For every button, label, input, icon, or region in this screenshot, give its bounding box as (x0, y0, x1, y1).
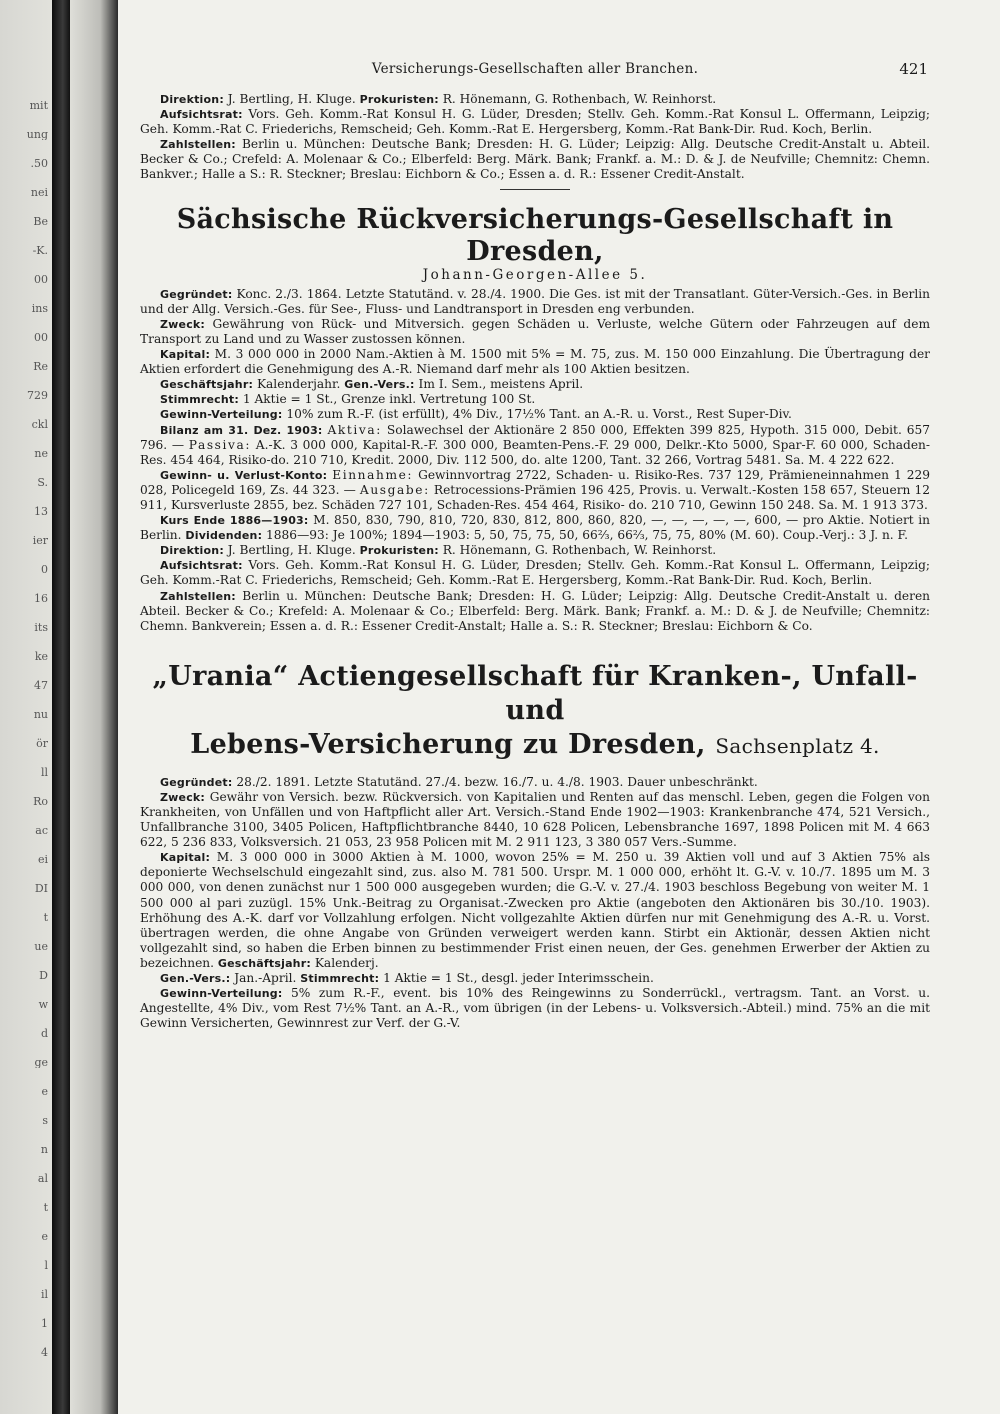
left-page-fragment: its (34, 622, 48, 633)
left-page-fragment: ll (40, 767, 48, 778)
left-page-fragment: DI (34, 883, 48, 894)
zahlstellen: Zahlstellen: Berlin u. München: Deutsche Bank; Dresden: H. G. Lüder; Leipzig: Allg. Deutsche Credit-Anstalt u. deren Abteil. Becker & Co.; Krefeld: A. Molenaar & Co.; Elberfeld: Berg. Märk. Bank; Frankf. a. M.: D. & J. de Neufville; Chemnitz: Chemn. Bankverein; Essen a. d. R.: Essener Credit-Anstalt; Halle a. S.: R. Steckner; Breslau: Eichborn & Co. (140, 588, 931, 633)
left-page-fragment: al (37, 1173, 48, 1184)
left-page-fragment: ge (34, 1057, 48, 1068)
left-page-fragment: Ro (33, 796, 48, 807)
stimmrecht: Stimmrecht: 1 Aktie = 1 St., Grenze inkl. Vertretung 100 St. (160, 392, 536, 407)
gewinn-verlust-konto: Gewinn- u. Verlust-Konto: Einnahme: Gewinnvortrag 2722, Schaden- u. Risiko-Res. 737 129, Prämieneinnahmen 1 229 028, Policegeld 169, Zs. 44 323. — Ausgabe: Retrocessions-Prämien 196 425, Provis. u. Verwalt.-Kosten 158 657, Steuern 12 911, Kursverluste 2855, bez. Schäden 727 101, Schaden-Res. 454 464, Risiko- do. 210 710, Gewinn 150 248. Sa. M. 1 913 373. (140, 467, 931, 512)
bilanz: Bilanz am 31. Dez. 1903: Aktiva: Solawechsel der Aktionäre 2 850 000, Effekten 399 825, Hypoth. 315 000, Debit. 657 796. — Passiva: A.-K. 3 000 000, Kapital-R.-F. 300 000, Beamten-Pens.-F. 29 000, Delkr.-Kto 5000, Spar-F. 60 000, Schaden-Res. 454 464, Risiko-do. 210 710, Kredit. 2000, Div. 112 500, do. alte 1200, Tant. 32 266, Vortrag 5481. Sa. M. 4 222 622. (140, 422, 931, 467)
gegruendet: Gegründet: Konc. 2./3. 1864. Letzte Statutänd. v. 28./4. 1900. Die Ges. ist mit der Transatlant. Güter-Versich.-Ges. in Berlin und der Allg. Versich.-Ges. für See-, Fluss- und Landtransport in Dresden eng verbunden. (140, 286, 931, 316)
left-page-fragment: il (40, 1289, 48, 1300)
left-page-fragment: 1 (41, 1318, 48, 1329)
left-page-fragment: ke (34, 651, 48, 662)
left-page-fragment: ung (26, 129, 48, 140)
left-page-fragment: 4 (41, 1347, 48, 1358)
left-page-fragment: 47 (34, 680, 48, 691)
previous-entry (140, 92, 930, 183)
left-page-fragment: 13 (34, 506, 48, 517)
left-page-fragment: n (40, 1144, 48, 1155)
entry-urania (140, 660, 930, 1032)
left-page-fragment: ac (35, 825, 48, 836)
entry-title: Sächsische Rückversicherungs-Gesellschaft in Dresden, (176, 203, 894, 267)
left-page-fragment: ue (34, 941, 48, 952)
left-page-gutter (0, 0, 118, 1414)
left-page-fragment: D (39, 970, 48, 981)
left-page-fragment: nei (30, 187, 48, 198)
left-page-fragment: t (43, 1202, 48, 1213)
kapital: Kapital: M. 3 000 000 in 3000 Aktien à M. 1000, wovon 25% = M. 250 u. 39 Aktien voll und auf 3 Aktien 75% als deponierte Wechselschuld eingezahlt sind, zus. also M. 781 500. Urspr. M. 1 000 000, erhöht lt. G.-V. v. 10./7. 1895 um M. 3 000 000, von denen zunächst nur 1 500 000 ausgegeben wurden; die G.-V. v. 27./4. 1903 beschloss Begebung von weiter M. 1 500 000 al pari zuzügl. 15% Unk.-Beitrag zu Organisat.-Zwecken pro Aktie (angeboten den Aktionären bis 30./10. 1903). Erhöhung des A.-K. darf vor Vollzahlung erfolgen. Nicht vollgezahlte Aktien dürfen nur mit Genehmigung des A.-R. u. Vorst. übertragen werden, die ohne Angabe von Gründen verweigert werden kann. Stirbt ein Aktionär, dessen Aktien nicht vollgezahlt sind, so haben die Erben binnen zu bestimmender Frist einen neuen, der Ges. genehmen Erwerber der Aktien zu bezeichnen. Geschäftsjahr: Kalenderj. (140, 850, 930, 970)
running-head-title: Versicherungs-Gesellschaften aller Branchen. (371, 61, 699, 77)
page (118, 0, 1000, 1414)
prev-direktion: Direktion: J. Bertling, H. Kluge. Prokuristen: R. Hönemann, G. Rothenbach, W. Reinhorst. (160, 92, 717, 106)
gewinn-verteilung: Gewinn-Verteilung: 5% zum R.-F., event. bis 10% des Reingewinns zu Sonderrückl., vertragsm. Tant. an Vorst. u. Angestellte, 4% Div., vom Rest 7½% Tant. an A.-R., vom übrigen (in der Lebens- u. Volksversich.-Abteil.) mind. 75% an die mit Gewinn Versicherten, Gewinnrest zur Verf. der G.-V. (140, 986, 931, 1031)
entry-title-address: Sachsenplatz 4. (715, 733, 880, 758)
left-page-fragment: 729 (27, 390, 48, 401)
left-page-fragment: e (41, 1231, 48, 1242)
prev-zahlstellen: Zahlstellen: Berlin u. München: Deutsche Bank; Dresden: H. G. Lüder; Leipzig: Allg. Deutsche Credit-Anstalt u. Abteil. Becker & Co.; Crefeld: A. Molenaar & Co.; Elberfeld: Berg. Märk. Bank; Frankf. a. M.: D. & J. de Neufville; Chemnitz: Chemn. Bankver.; Halle a S.: R. Steckner; Breslau: Eichborn & Co.; Essen a. d. R.: Essener Credit-Anstalt. (140, 137, 931, 182)
zweck: Zweck: Gewähr von Versich. bezw. Rückversich. von Kapitalien und Renten auf das menschl. Leben, gegen die Folgen von Krankheiten, von Unfällen und von Haftpflicht aller Art. Versich.-Stand Ende 1902—1903: Krankenbranche 474, 521 Versich., Unfallbranche 3100, 3405 Policen, Haftpflichtbranche 8440, 10 628 Policen, Lebensbranche 1697, 1898 Policen mit M. 4 663 622, 5 236 833, Volksversich. 21 053, 23 958 Policen mit M. 2 911 123, 3 380 057 Vers.-Summe. (140, 789, 930, 850)
left-page-fragment: w (38, 999, 48, 1010)
left-page-fragment: S. (37, 477, 48, 488)
entry-saechsische-rueckversicherung (140, 204, 930, 634)
left-page-fragment: Re (33, 361, 48, 372)
gewinn-verteilung: Gewinn-Verteilung: 10% zum R.-F. (ist erfüllt), 4% Div., 17½% Tant. an A.-R. u. Vorst., Rest Super-Div. (160, 407, 792, 422)
left-page-fragment: l (44, 1260, 48, 1271)
genvers: Gen.-Vers.: Jan.-April. Stimmrecht: 1 Aktie = 1 St., desgl. jeder Interimsschein. (160, 971, 654, 986)
page-content (140, 62, 930, 1031)
left-page-fragment: d (40, 1028, 48, 1039)
left-page-fragment: ckl (31, 419, 48, 430)
left-page-fragment: Be (33, 216, 48, 227)
left-page-fragment: .50 (30, 158, 48, 169)
left-page-fragment: nu (33, 709, 48, 720)
gegruendet: Gegründet: 28./2. 1891. Letzte Statutänd. 27./4. bezw. 16./7. u. 4./8. 1903. Dauer unbeschränkt. (160, 774, 758, 789)
left-page-fragment: ne (34, 448, 48, 459)
running-head (140, 62, 930, 92)
left-page-fragment: 0 (41, 564, 48, 575)
left-page-fragment: t (43, 912, 48, 923)
kurse: Kurs Ende 1886—1903: M. 850, 830, 790, 810, 720, 830, 812, 800, 860, 820, —, —, —, —, —, 600, — pro Aktie. Notiert in Berlin. Dividenden: 1886—93: Je 100%; 1894—1903: 5, 50, 75, 75, 50, 66⅔, 66⅔, 75, 75, 80% (M. 60). Coup.-Verj.: 3 J. n. F. (140, 513, 931, 543)
left-page-fragment: -K. (32, 245, 48, 256)
left-page-fragment: s (42, 1115, 48, 1126)
kapital: Kapital: M. 3 000 000 in 2000 Nam.-Aktien à M. 1500 mit 5% = M. 75, zus. M. 150 000 Einzahlung. Die Übertragung der Aktien erfordert die Genehmigung des A.-R. Niemand darf mehr als 100 Aktien besitzen. (140, 347, 930, 377)
page-number: 421 (899, 60, 928, 78)
left-page-fragment: ier (32, 535, 48, 546)
left-page-fragment: ins (31, 303, 48, 314)
left-page-fragment: e (41, 1086, 48, 1097)
left-page-fragment: 00 (34, 274, 48, 285)
book-spine-shadow (52, 0, 70, 1414)
left-page-fragment: ör (36, 738, 48, 749)
entry-title-line1: „Urania“ Actiengesellschaft für Kranken-, Unfall- und (152, 660, 918, 726)
left-page-fragment: 00 (34, 332, 48, 343)
entry-title-line2: Lebens-Versicherung zu Dresden, Sachsenplatz 4. (190, 728, 880, 760)
geschaeftsjahr: Geschäftsjahr: Kalenderjahr. Gen.-Vers.: Im I. Sem., meistens April. (160, 377, 584, 392)
left-page-fragment: 16 (34, 593, 48, 604)
prev-aufsichtsrat: Aufsichtsrat: Vors. Geh. Komm.-Rat Konsul H. G. Lüder, Dresden; Stellv. Geh. Komm.-Rat Konsul L. Offermann, Leipzig; Geh. Komm.-Rat C. Friederichs, Remscheid; Geh. Komm.-Rat E. Hergersberg, Komm.-Rat Bank-Dir. Rud. Koch, Berlin. (140, 107, 931, 137)
direktion: Direktion: J. Bertling, H. Kluge. Prokuristen: R. Hönemann, G. Rothenbach, W. Reinhorst. (160, 543, 717, 558)
section-divider (500, 189, 570, 190)
left-page-fragment: ei (37, 854, 48, 865)
entry-address: Johann-Georgen-Allee 5. (422, 266, 648, 283)
zweck: Zweck: Gewährung von Rück- und Mitversich. gegen Schäden u. Verluste, welche Gütern oder Fahrzeugen auf dem Transport zu Land und zu Wasser zustossen können. (140, 316, 930, 346)
aufsichtsrat: Aufsichtsrat: Vors. Geh. Komm.-Rat Konsul H. G. Lüder, Dresden; Stellv. Geh. Komm.-Rat Konsul L. Offermann, Leipzig; Geh. Komm.-Rat C. Friederichs, Remscheid; Geh. Komm.-Rat E. Hergersberg, Komm.-Rat Bank-Dir. Rud. Koch, Berlin. (140, 558, 931, 588)
left-page-fragment: mit (29, 100, 48, 111)
